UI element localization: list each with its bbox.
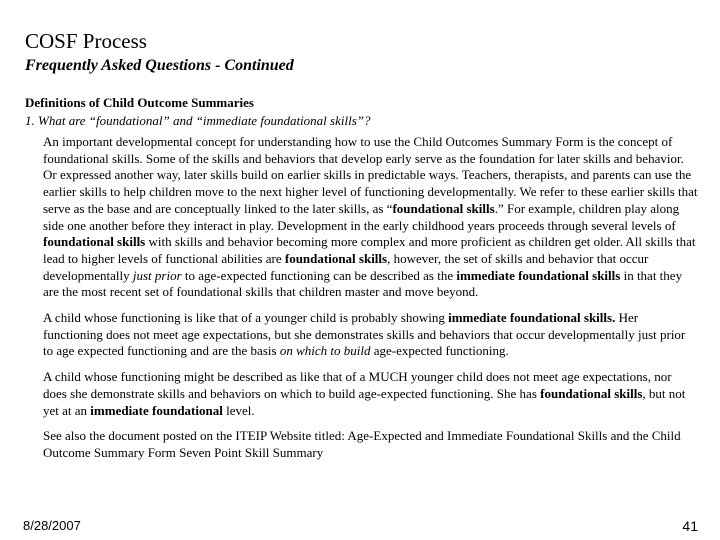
text-run: , but not yet at an: [43, 385, 686, 418]
text-run: A child whose functioning is like that of a younger child is probably showing: [43, 310, 449, 326]
emphasis-bold: foundational skills: [392, 200, 495, 216]
section-heading: Definitions of Child Outcome Summaries: [25, 95, 254, 110]
text-run: in that they are the most recent set of foundational skills that children master and move beyond.: [43, 267, 683, 300]
emphasis-italic: just prior: [132, 267, 182, 283]
question-heading: 1. What are “foundational” and “immediate foundational skills”?: [25, 113, 371, 128]
text-run: A child whose functioning might be described as like that of a MUCH younger child does not meet age expectations, nor does she demonstrate skills and behaviors on which to build age-expected functioning. She has: [43, 369, 672, 401]
emphasis-bold: foundational skills: [43, 234, 146, 250]
text-run: level.: [222, 402, 255, 418]
emphasis-italic: on which to build: [279, 343, 371, 359]
text-run: age-expected functioning.: [370, 343, 509, 359]
slide-title: COSF Process: [25, 29, 147, 53]
slide-subtitle: Frequently Asked Questions - Continued: [25, 57, 294, 74]
page-number: 41: [682, 518, 698, 534]
emphasis-bold: immediate foundational skills: [456, 267, 621, 283]
text-run: See also the document posted on the ITEIP Website titled: Age-Expected and Immediate Foundational Skills and the Child Outcome Summary Form Seven Point Skill Summary: [43, 428, 681, 460]
text-run: An important developmental concept for understanding how to use the Child Outcomes Summary Form is the concept of foundational skills. Some of the skills and behaviors that develop early serve as the foundation for later skills and behavior. Or expressed another way, later skills build on earlier skills in predictable ways. Teachers, therapists, and parents can use the earlier skills to help children move to the next higher level of functioning developmentally. We refer to these earlier skills that serve as the base and are conceptually linked to the later skills, as “: [43, 134, 698, 216]
text-run: to age-expected functioning can be described as the: [181, 267, 457, 283]
answer-body: [43, 134, 698, 471]
emphasis-bold: immediate foundational: [90, 402, 223, 418]
text-run: .” For example, children play along side one another before they interact in play. Development in the early childhood years proceeds through several levels of: [43, 200, 680, 233]
text-run: , however, the set of skills and behavior that occur developmentally: [43, 250, 649, 283]
answer-paragraph: [43, 369, 698, 419]
text-run: with skills and behavior becoming more complex and more proficient as children get older. All skills that lead to higher levels of functional abilities are: [43, 234, 696, 266]
text-run: Her functioning does not meet age expectations, but she demonstrates skills and behaviors that occur developmentally just prior to age expected functioning and are the basis: [43, 310, 686, 359]
answer-paragraph: [43, 428, 698, 461]
answer-paragraph: [43, 134, 698, 301]
emphasis-bold: foundational skills: [540, 385, 643, 401]
footer-date: 8/28/2007: [23, 518, 81, 533]
answer-paragraph: [43, 310, 698, 360]
emphasis-bold: foundational skills: [284, 250, 388, 266]
emphasis-bold: immediate foundational skills.: [448, 310, 616, 326]
